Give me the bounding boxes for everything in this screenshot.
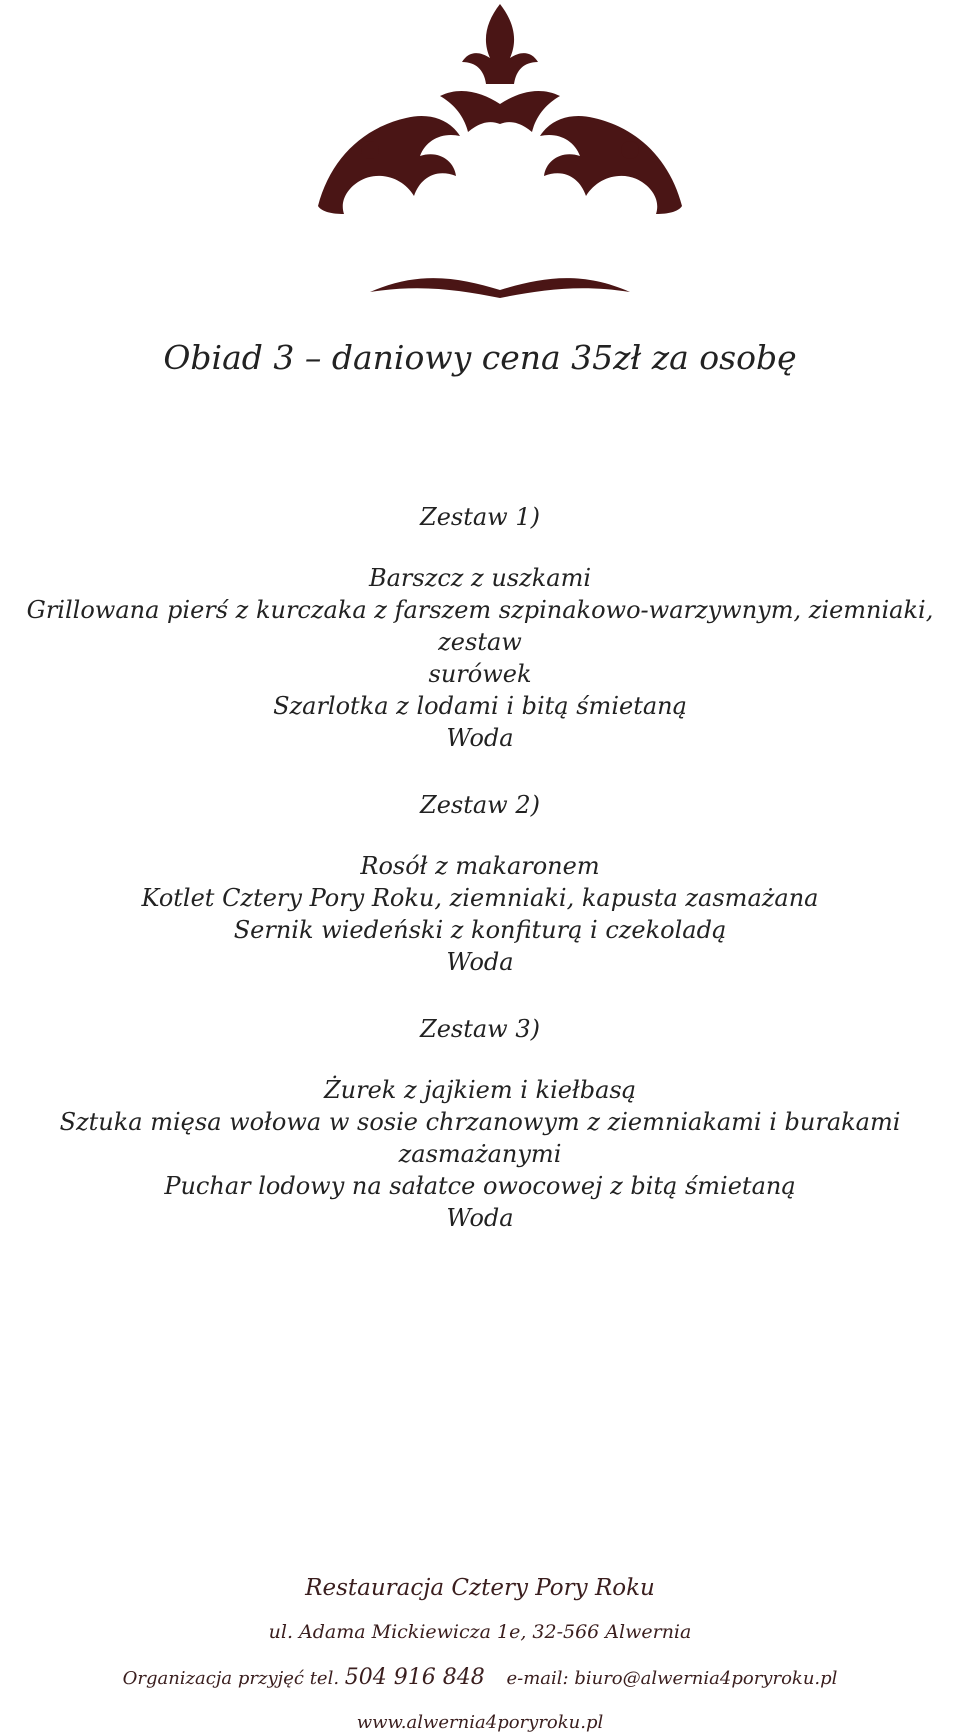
phone-number[interactable]: 504 916 848 [344,1665,485,1690]
menu-set-1 [0,500,960,754]
menu-sets [0,500,960,1268]
dish-item: Barszcz z uszkami [368,564,592,592]
dish-item: Puchar lodowy na sałatce owocowej z bitą śmietaną [164,1172,796,1200]
footer-contact [0,1575,960,1733]
dish-item: Żurek z jajkiem i kiełbasą [323,1076,637,1104]
contact-label: Organizacja przyjęć tel. [122,1668,340,1689]
dish-item: Woda [446,1204,514,1232]
set-title: Zestaw 1) [420,503,540,531]
dish-item: Kotlet Cztery Pory Roku, ziemniaki, kapusta zasmażana [141,884,819,912]
footer-address: ul. Adama Mickiewicza 1e, 32-566 Alwernia [268,1621,692,1643]
menu-set-3 [0,1012,960,1234]
restaurant-logo [310,0,690,300]
dish-item: Sztuka mięsa wołowa w sosie chrzanowym z ziemniakami i burakami zasmażanymi [59,1108,901,1168]
page-title: Obiad 3 – daniowy cena 35zł za osobę [163,338,797,377]
dish-item: Woda [446,724,514,752]
set-title: Zestaw 3) [420,1015,540,1043]
dish-item: Sernik wiedeński z konfiturą i czekoladą [233,916,727,944]
email-link[interactable]: e-mail: biuro@alwernia4poryroku.pl [506,1668,838,1689]
dish-item: Grillowana pierś z kurczaka z farszem szpinakowo-warzywnym, ziemniaki, zestaw [26,596,934,656]
dish-item: Rosół z makaronem [360,852,600,880]
footer-restaurant-name: Restauracja Cztery Pory Roku [305,1575,655,1601]
dish-item: Szarlotka z lodami i bitą śmietaną [273,692,687,720]
footer-contact-line [0,1665,960,1690]
dish-item: surówek [428,660,532,688]
ornament-logo-graphic [310,0,690,300]
set-title: Zestaw 2) [420,791,540,819]
menu-set-2 [0,788,960,978]
dish-item: Woda [446,948,514,976]
website-link[interactable]: www.alwernia4poryroku.pl [356,1712,604,1733]
